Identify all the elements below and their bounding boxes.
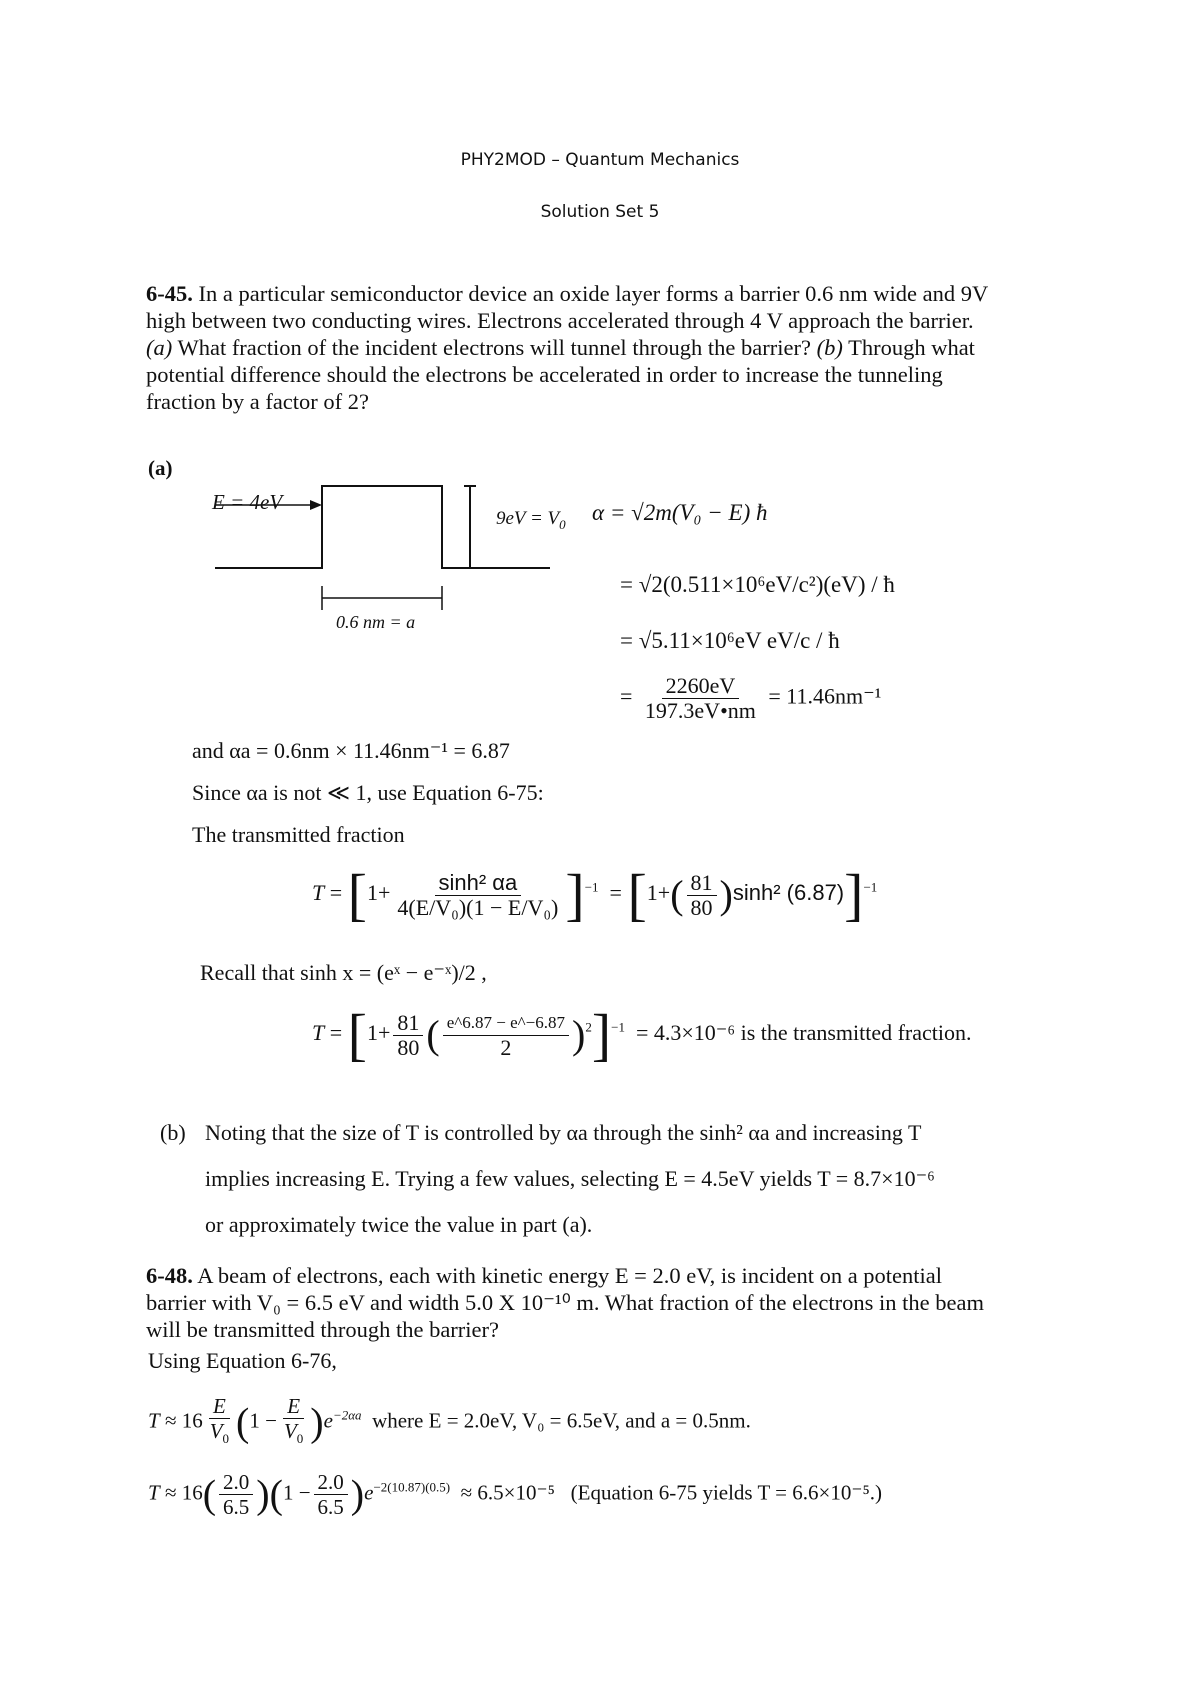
alpha-fraction-den: 197.3eV•nm [644, 698, 756, 723]
bracket-open: [ [347, 862, 367, 927]
problem-text: What fraction of the incident electrons will tunnel through the barrier? [172, 335, 817, 360]
t-symbol: T [148, 1480, 160, 1505]
eq2-note: (Equation 6-75 yields T = 6.6×10⁻⁵.) [570, 1480, 883, 1505]
alpha-line-2: = √2(0.511×10⁶eV/c²)(eV) / ħ [620, 572, 895, 597]
eq2-exponent: −2(10.87)(0.5) [373, 1479, 451, 1495]
eq2-fraction-1 [219, 1470, 253, 1519]
problem-6-45-line-5: fraction by a factor of 2? [146, 389, 370, 414]
bracket-open: [ [627, 862, 647, 927]
since-line: Since αa is not ≪ 1, use Equation 6-75: [192, 780, 544, 805]
paren-close: ) [719, 872, 733, 917]
paren-close: ) [571, 1012, 586, 1057]
paren-close: ) [350, 1471, 365, 1517]
bracket-close: ] [591, 1002, 612, 1067]
barrier-height-text: 9eV = V [496, 508, 560, 529]
t-eq2-den: 80 [397, 1034, 420, 1060]
barrier-height-label [496, 508, 566, 533]
solution-b-line-1: Noting that the size of T is controlled by αa through the sinh² αa and increasing T [205, 1120, 922, 1145]
paren-open: ( [236, 1399, 250, 1445]
alpha-line-1: α = √2m(V₀ − E) ħ [592, 500, 768, 525]
e-over-v0-fraction: $\frac{E}{V_0}$ [283, 1394, 304, 1447]
eq2-result: ≈ 6.5×10⁻⁵ [460, 1480, 555, 1505]
problem-6-45-line-3 [146, 334, 1106, 361]
t-eq1-rhs-num: 81 [687, 871, 717, 896]
solution-a-label: (a) [148, 456, 173, 480]
eq2-num-1: 2.0 [219, 1470, 253, 1495]
solution-b-label: (b) [160, 1120, 186, 1145]
problem-text: In a particular semiconductor device an oxide layer forms a barrier 0.6 nm wide and 9V [192, 281, 989, 306]
t-eq2-result: = 4.3×10⁻⁶ is the transmitted fraction. [635, 1020, 972, 1046]
width-label: 0.6 nm = a [336, 612, 416, 632]
alpha-fraction [641, 674, 760, 723]
exponent: 2 [585, 1019, 592, 1035]
transmitted-label: The transmitted fraction [192, 822, 405, 847]
t-eq2-inner-num: e^6.87 − e^−6.87 [443, 1011, 569, 1036]
problem-6-45-line-2: high between two conducting wires. Electrons accelerated through 4 V approach the barrier. [146, 308, 974, 333]
t-eq1-rhs-tail: sinh² (6.87) [732, 880, 845, 906]
t-eq2-inner-den: 2 [500, 1034, 512, 1060]
exponent: −1 [611, 1019, 625, 1035]
t-eq2-num: 81 [393, 1011, 423, 1036]
part-a-label: (a) [146, 335, 173, 360]
problem-number: 6-48. [146, 1263, 193, 1288]
energy-label: E = 4eV [212, 490, 283, 514]
paren-close: ) [256, 1471, 270, 1517]
bracket-close: ] [565, 862, 585, 927]
problem-6-45-line-1 [146, 280, 1106, 307]
problem-6-48-line-2: barrier with V₀ = 6.5 eV and width 5.0 X 10⁻¹⁰ m. What fraction of the electrons in the beam [146, 1290, 984, 1315]
alpha-line-3: = √5.11×10⁶eV eV/c / ħ [620, 628, 840, 653]
problem-6-45 [146, 280, 1106, 415]
t-eq1-den: 4(E/V₀)(1 − E/V₀) [397, 894, 559, 920]
exponent: −1 [584, 879, 599, 895]
eq2-fraction-2 [314, 1470, 348, 1519]
eq2-num-2: 2.0 [314, 1470, 348, 1495]
alpha-fraction-num: 2260eV [662, 674, 740, 699]
e-over-v0-fraction: $\frac{E}{V_0}$ [209, 1394, 230, 1447]
solution-b-line-2: implies increasing E. Trying a few values, selecting E = 4.5eV yields T = 8.7×10⁻⁶ [205, 1166, 935, 1191]
paren-close: ) [310, 1399, 324, 1445]
t-approx-equation-2: T ≈ 16( $\frac{2.0}{6.5}$ )(1 − $\frac{2.0}{6.5}$ )$e^{-2(10.87)(0.5)} \approx 6.5\times 10^{-5}$ (Equation 6-75 yields T = 6.6×10⁻⁵.) [148, 1470, 883, 1519]
using-equation: Using Equation 6-76, [148, 1348, 337, 1373]
course-title: PHY2MOD – Quantum Mechanics [460, 150, 740, 170]
paren-open: ( [670, 872, 684, 917]
energy-arrow-head [310, 500, 322, 510]
solution-set-title: Solution Set 5 [540, 202, 660, 222]
t-eq2-fraction [393, 1011, 423, 1060]
recall-line: Recall that sinh x = (eˣ − e⁻ˣ)/2 , [200, 960, 487, 985]
eq2-den-2: 6.5 [317, 1495, 344, 1519]
problem-6-45-line-4: potential difference should the electrons be accelerated in order to increase the tunneling [146, 362, 943, 387]
t-eq2-inner-fraction [443, 1011, 569, 1060]
alpha-a-line: and αa = 0.6nm × 11.46nm⁻¹ = 6.87 [192, 738, 510, 763]
problem-6-48-line-1 [146, 1262, 1106, 1289]
t-approx-equation-1: T ≈ 16 $\frac{E}{V_0}$ (1 − $\frac{E}{V_0}$ )$e^{-2\alpha a}$ where E = 2.0eV, V₀ = 6.5eV, and a = 0.5nm. [148, 1394, 751, 1451]
t-symbol: T [312, 1020, 325, 1046]
paren-open: ( [269, 1471, 283, 1517]
problem-6-48 [146, 1262, 1106, 1343]
exponent: −1 [863, 879, 878, 895]
t-eq1-num: sinh² αa [435, 871, 522, 896]
equals-sign: = [620, 683, 633, 709]
problem-text: Through what [842, 335, 975, 360]
barrier-height-sub: 0 [559, 516, 566, 532]
t-eq1-rhs-den: 80 [690, 894, 713, 920]
problem-number: 6-45. [146, 281, 193, 306]
t-equation-2: T = [1+ $\frac{81}{80}$ ( $\frac{e\^{}6.87 - e\^{}-6.87}{2}$ )$^2$]$^{-1}$ = 4.3×10⁻⁶ is the transmitted fraction. [312, 1002, 972, 1067]
t-symbol: T [312, 880, 325, 906]
t-symbol: T [148, 1408, 160, 1433]
part-b-label: (b) [816, 335, 843, 360]
bracket-close: ] [844, 862, 864, 927]
alpha-result: = 11.46nm⁻¹ [768, 683, 882, 709]
bracket-open: [ [347, 1002, 367, 1067]
t-approx-eq1-tail: where E = 2.0eV, V₀ = 6.5eV, and a = 0.5nm. [372, 1408, 751, 1433]
paren-open: ( [202, 1471, 217, 1517]
alpha-line-4 [620, 674, 881, 723]
t-equation-1: T = [1+ $\frac{\text{sinh² αa}}{\text{4(E/V₀)(1 − E/V₀)}}$ ]$^{-1}$ = [1+( $\frac{81}{80}$ )sinh² (6.87)]$^{-1}$ [312, 862, 878, 927]
problem-6-48-line-3: will be transmitted through the barrier? [146, 1317, 500, 1342]
eq2-den-1: 6.5 [223, 1495, 250, 1519]
paren-open: ( [426, 1012, 440, 1057]
t-eq1-rhs-fraction [687, 871, 717, 920]
solution-b-line-3: or approximately twice the value in part (a). [205, 1212, 593, 1237]
problem-text: A beam of electrons, each with kinetic energy E = 2.0 eV, is incident on a potential [192, 1263, 943, 1288]
t-eq1-fraction [393, 871, 562, 920]
